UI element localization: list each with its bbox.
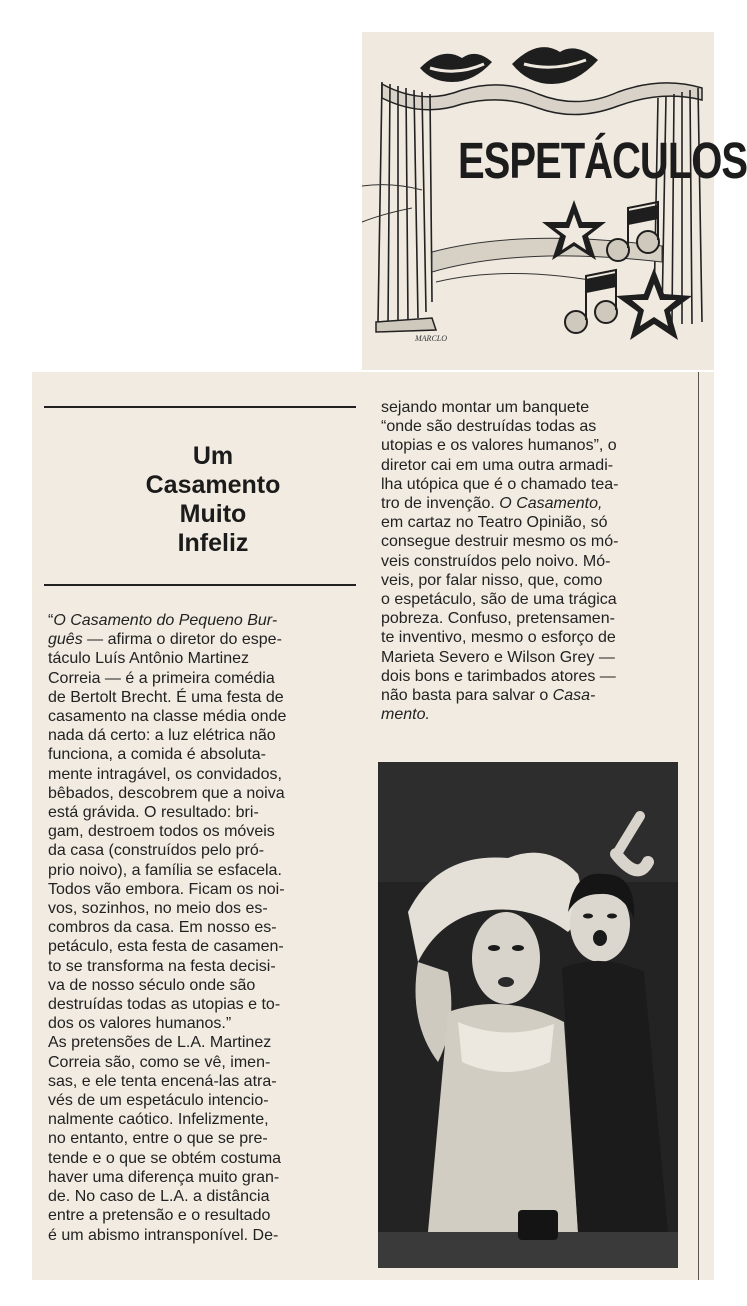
text-line — [381, 494, 707, 513]
text-line — [48, 803, 362, 822]
text-line — [381, 552, 707, 571]
text-run: funciona, a comida é absoluta- — [48, 746, 266, 764]
text-run: lha utópica que é o chamado tea- — [381, 475, 619, 493]
text-run: tro de invenção. — [381, 495, 500, 513]
text-line — [48, 957, 362, 976]
text-run: vés de um espetáculo intencio- — [48, 1092, 269, 1110]
text-run: petáculo, esta festa de casamen- — [48, 938, 284, 956]
stage-drawing — [362, 32, 747, 370]
text-run: bêbados, descobrem que a noiva — [48, 784, 285, 802]
text-run: não basta para salvar o — [381, 687, 553, 705]
text-line — [381, 398, 707, 417]
text-run: está grávida. O resultado: bri- — [48, 804, 259, 822]
text-run: em cartaz no Teatro Opinião, só — [381, 514, 608, 532]
text-line — [48, 995, 362, 1014]
text-run: prio noivo), a família se esfacela. — [48, 861, 282, 879]
text-line — [48, 649, 362, 668]
text-line — [48, 669, 362, 688]
text-run: o espetáculo, são de uma trágica — [381, 591, 617, 609]
text-line — [381, 532, 707, 551]
text-run: é um abismo intransponível. De- — [48, 1226, 279, 1244]
artist-signature: MARCLO — [415, 334, 447, 343]
text-line — [381, 475, 707, 494]
text-run: casamento na classe média onde — [48, 708, 287, 726]
text-run: dois bons e tarimbados atores — — [381, 667, 616, 685]
text-run: — afirma o diretor do espe- — [82, 631, 282, 649]
text-line — [48, 861, 362, 880]
text-run: veis, por falar nisso, que, como — [381, 571, 603, 589]
text-run: consegue destruir mesmo os mó- — [381, 533, 619, 551]
text-line — [48, 1091, 362, 1110]
bottom-rule — [44, 584, 356, 586]
text-line — [48, 1033, 362, 1052]
text-line — [381, 571, 707, 590]
top-rule — [44, 406, 356, 408]
text-line — [381, 436, 707, 455]
italic-text: guês — [48, 631, 83, 649]
text-line — [48, 1206, 362, 1225]
text-line — [48, 1072, 362, 1091]
text-run: entre a pretensão e o resultado — [48, 1207, 271, 1225]
text-run: Todos vão embora. Ficam os noi- — [48, 880, 285, 898]
text-line — [48, 880, 362, 899]
text-line — [48, 630, 362, 649]
text-line — [381, 667, 707, 686]
text-run: táculo Luís Antônio Martinez — [48, 650, 250, 668]
text-run: pobreza. Confuso, pretensamen- — [381, 610, 615, 628]
illustration-title: ESPETÁCULOS — [458, 133, 747, 190]
text-run: de. No caso de L.A. a distância — [48, 1188, 270, 1206]
text-run: dos os valores humanos.” — [48, 1015, 232, 1033]
text-line — [48, 784, 362, 803]
text-run: combros da casa. Em nosso es- — [48, 919, 277, 937]
text-line — [48, 1226, 362, 1245]
text-run: As pretensões de L.A. Martinez — [48, 1034, 272, 1052]
text-run: Marieta Severo e Wilson Grey — — [381, 648, 615, 666]
text-line — [48, 937, 362, 956]
article-clipping — [32, 372, 714, 1280]
text-run: da casa (construídos pelo pró- — [48, 842, 265, 860]
italic-text: Casa- — [552, 687, 596, 705]
text-run: sas, e ele tenta encená-las atra- — [48, 1072, 277, 1090]
text-line — [381, 513, 707, 532]
text-run: “ — [48, 612, 54, 629]
text-line — [48, 1014, 362, 1033]
text-line — [381, 686, 707, 705]
text-line — [48, 765, 362, 784]
article-left-column — [48, 611, 362, 1245]
headline-line: Infeliz — [177, 529, 249, 557]
text-line — [48, 841, 362, 860]
text-run: nada dá certo: a luz elétrica não — [48, 727, 276, 745]
italic-text: mento. — [381, 706, 430, 724]
text-line — [48, 976, 362, 995]
text-line — [381, 609, 707, 628]
text-run: gam, destroem todos os móveis — [48, 823, 275, 841]
text-run: utopias e os valores humanos”, o — [381, 437, 617, 455]
text-run: Correia são, como se vê, imen- — [48, 1053, 271, 1071]
text-run: nalmente caótico. Infelizmente, — [48, 1111, 269, 1129]
text-run: mente intragável, os convidados, — [48, 765, 282, 783]
text-line — [48, 745, 362, 764]
text-line — [48, 707, 362, 726]
text-run: “onde são destruídas todas as — [381, 418, 597, 436]
text-run: tende e o que se obtém costuma — [48, 1149, 282, 1167]
italic-text: O Casamento do Pequeno Bur- — [53, 612, 278, 629]
text-line — [48, 918, 362, 937]
text-run: haver uma diferença muito gran- — [48, 1168, 280, 1186]
text-run: de Bertolt Brecht. É uma festa de — [48, 688, 284, 706]
right-edge-rule — [698, 372, 699, 1280]
text-line — [48, 1187, 362, 1206]
text-run: va de nosso século onde são — [48, 976, 256, 994]
stage-photo — [378, 762, 678, 1268]
text-line — [48, 1053, 362, 1072]
text-line — [48, 1168, 362, 1187]
text-line — [48, 822, 362, 841]
article-right-column — [381, 398, 707, 724]
text-run: vos, sozinhos, no meio dos es- — [48, 900, 268, 918]
text-line — [381, 648, 707, 667]
text-line — [48, 1129, 362, 1148]
text-run: no entanto, entre o que se pre- — [48, 1130, 268, 1148]
headline-line: Muito — [179, 500, 247, 528]
text-line — [48, 899, 362, 918]
text-line — [381, 628, 707, 647]
actors-photo-drawing — [378, 762, 678, 1268]
text-line — [48, 688, 362, 707]
text-line — [381, 705, 707, 724]
text-run: veis construídos pelo noivo. Mó- — [381, 552, 611, 570]
text-run: diretor cai em uma outra armadi- — [381, 456, 614, 474]
headline-line: Um — [192, 442, 234, 470]
text-line — [48, 1149, 362, 1168]
text-line — [381, 590, 707, 609]
text-line — [381, 456, 707, 475]
headline-line: Casamento — [145, 471, 281, 499]
espetaculos-illustration — [362, 32, 747, 370]
text-run: to se transforma na festa decisi- — [48, 957, 276, 975]
text-run: te inventivo, mesmo o esforço de — [381, 629, 616, 647]
text-line — [48, 611, 362, 630]
italic-text: O Casamento, — [499, 495, 603, 513]
text-run: Correia — é a primeira comédia — [48, 669, 275, 687]
text-run: destruídas todas as utopias e to- — [48, 996, 281, 1014]
text-run: sejando montar um banquete — [381, 399, 590, 416]
text-line — [48, 726, 362, 745]
article-headline — [72, 442, 354, 558]
text-line — [48, 1110, 362, 1129]
text-line — [381, 417, 707, 436]
